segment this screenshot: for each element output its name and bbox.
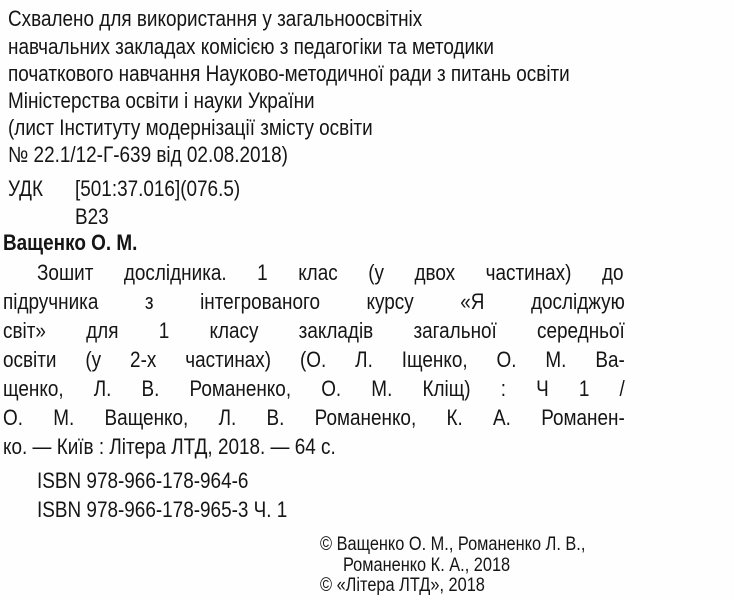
- approval-line: (лист Інституту модернізації змісту освіти: [8, 115, 373, 140]
- udk-label: УДК: [8, 176, 44, 201]
- approval-line: Міністерства освіти і науки України: [8, 88, 315, 113]
- approval-line: навчальних закладах комісією з педагогіки та методики: [8, 34, 494, 59]
- description-line: ко. — Київ : Літера ЛТД, 2018. — 64 с.: [3, 434, 336, 459]
- copyright-line: Романенко К. А., 2018: [343, 555, 511, 576]
- approval-line: Схвалено для використання у загальноосвітніх: [8, 6, 423, 31]
- description-line: підручника з інтегрованого курсу «Я досліджую: [3, 289, 625, 314]
- copyright-line: © «Літера ЛТД», 2018: [320, 575, 485, 596]
- udk-code: [501:37.016](076.5): [75, 176, 241, 201]
- description-line: освіти (у 2-х частинах) (О. Л. Іщенко, О. М. Ва-: [3, 347, 625, 372]
- approval-line: № 22.1/12-Г-639 від 02.08.2018): [8, 142, 288, 167]
- isbn-line: ISBN 978-966-178-965-3 Ч. 1: [37, 497, 288, 522]
- description-line: Зошит дослідника. 1 клас (у двох частинах) до: [37, 260, 624, 285]
- approval-line: початкового навчання Науково-методичної ради з питань освіти: [8, 61, 570, 86]
- author-heading: Ващенко О. М.: [3, 230, 138, 255]
- isbn-line: ISBN 978-966-178-964-6: [37, 468, 249, 493]
- author-mark: В23: [75, 204, 109, 229]
- description-line: О. М. Ващенко, Л. В. Романенко, К. А. Романен-: [3, 405, 625, 430]
- copyright-line: © Ващенко О. М., Романенко Л. В.,: [320, 534, 586, 555]
- description-line: щенко, Л. В. Романенко, О. М. Кліщ) : Ч 1 /: [3, 376, 625, 401]
- description-line: світ» для 1 класу закладів загальної середньої: [3, 318, 625, 343]
